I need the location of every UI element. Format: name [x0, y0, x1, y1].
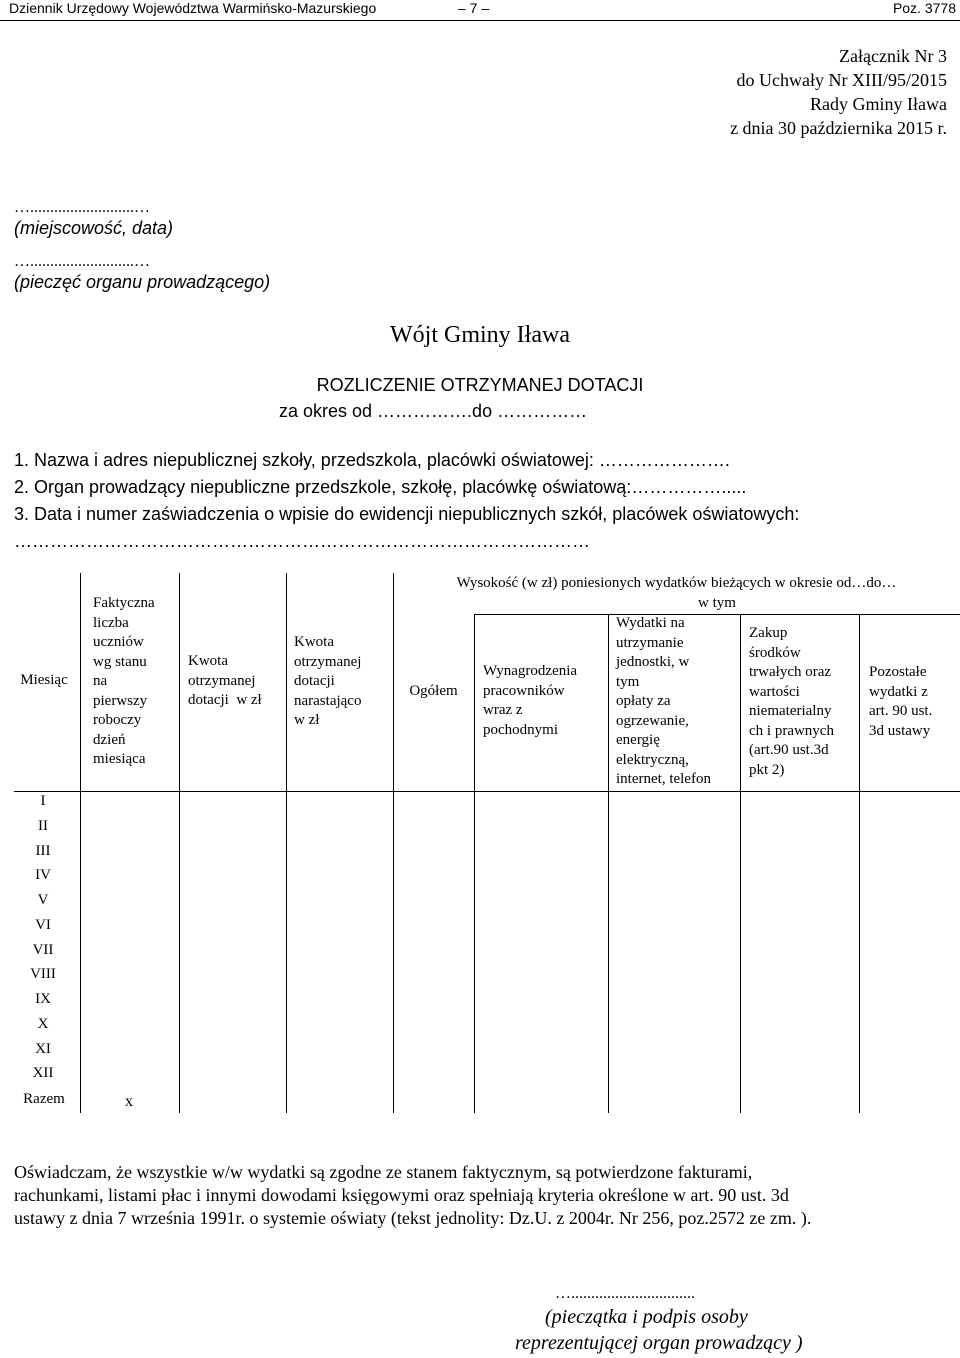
annex-line: z dnia 30 października 2015 r.	[730, 118, 947, 138]
annex-line: Rady Gminy Iława	[810, 94, 947, 114]
place-date-label: (miejscowość, data)	[14, 218, 174, 238]
month-label: VII	[32, 942, 54, 958]
place-date-dots: …..........................…	[14, 199, 150, 216]
col-group-expenses: Wysokość (w zł) poniesionych wydatków bieżących w okresie od…do…	[456, 575, 897, 591]
period-line: za okres od …………….do ……………	[279, 401, 588, 421]
month-label: XII	[32, 1065, 54, 1081]
item-certificate-dots: ……………………………………………………………………………………	[14, 531, 590, 551]
signature-label-2: reprezentującej organ prowadzący )	[515, 1332, 803, 1354]
stamp-label: (pieczęć organu prowadzącego)	[14, 272, 271, 292]
month-label: III	[35, 843, 51, 859]
month-label: I	[40, 793, 46, 809]
col-header-cumulative: Kwota otrzymanej dotacji narastająco w zł	[294, 634, 362, 728]
month-label: X	[37, 1016, 49, 1032]
item-governing-body: 2. Organ prowadzący niepubliczne przedszkole, szkołę, placówkę oświatową:…………….....	[14, 477, 747, 497]
annex-line: Załącznik Nr 3	[839, 46, 947, 66]
table-rule	[179, 573, 180, 1113]
declaration-line: Oświadczam, że wszystkie w/w wydatki są zgodne ze stanem faktycznym, są potwierdzone fakturami,	[14, 1162, 753, 1182]
table-rule	[859, 614, 860, 1113]
item-school-name: 1. Nazwa i adres niepublicznej szkoły, przedszkola, placówki oświatowej: ………………….	[14, 450, 730, 470]
col-subgroup-including: w tym	[698, 595, 736, 611]
page-number: – 7 –	[458, 0, 490, 16]
col-header-upkeep: Wydatki na utrzymanie jednostki, w tym opłaty za ogrzewanie, energię elektryczną, internet, telefon	[616, 615, 711, 787]
total-students-cell: x	[125, 1093, 133, 1110]
col-header-received: Kwota otrzymanej dotacji w zł	[188, 653, 262, 708]
col-header-students: Faktyczna liczba uczniów wg stanu na pierwszy roboczy dzień miesiąca	[93, 595, 155, 767]
table-rule	[474, 614, 960, 615]
table-rule	[474, 614, 475, 1113]
table-rule	[286, 573, 287, 1113]
month-label: VI	[35, 917, 51, 933]
col-header-salaries: Wynagrodzenia pracowników wraz z pochodnymi	[483, 663, 578, 738]
annex-line: do Uchwały Nr XIII/95/2015	[736, 70, 947, 90]
col-header-assets: Zakup środków trwałych oraz wartości niematerialny ch i prawnych (art.90 ust.3d pkt 2)	[749, 625, 834, 778]
total-row-label: Razem	[23, 1091, 65, 1107]
annex-block	[730, 44, 947, 140]
form-heading: ROZLICZENIE OTRZYMANEJ DOTACJI	[316, 375, 644, 395]
position-number: Poz. 3778	[892, 0, 956, 16]
month-label: IV	[35, 867, 51, 883]
col-header-month: Miesiąc	[20, 672, 68, 688]
signature-label: (pieczątka i podpis osoby	[545, 1306, 748, 1328]
signature-dots: …...............................	[555, 1285, 695, 1302]
month-label: IX	[35, 991, 51, 1007]
declaration-line: rachunkami, listami płac i innymi dowodami księgowymi oraz spełniają kryteria określone w art. 90 ust. 3d	[14, 1185, 789, 1205]
month-label: II	[38, 818, 48, 834]
table-rule	[740, 614, 741, 1113]
item-certificate: 3. Data i numer zaświadczenia o wpisie do ewidencji niepublicznych szkół, placówek oświatowych:	[14, 504, 800, 524]
month-label: V	[37, 892, 49, 908]
declaration-line: ustawy z dnia 7 września 1991r. o systemie oświaty (tekst jednolity: Dz.U. z 2004r. Nr 256, poz.2572 ze zm. ).	[14, 1208, 812, 1228]
month-label: VIII	[30, 966, 56, 982]
declaration	[14, 1161, 811, 1230]
table-rule	[14, 791, 960, 792]
month-label: XI	[35, 1041, 51, 1057]
addressee: Wójt Gminy Iława	[390, 322, 570, 348]
col-header-total: Ogółem	[409, 683, 458, 699]
table-rule	[393, 573, 394, 1113]
table-rule	[80, 573, 81, 1113]
header-rule	[0, 20, 960, 21]
journal-title: Dziennik Urzędowy Województwa Warmińsko-Mazurskiego	[9, 0, 377, 16]
col-header-other: Pozostałe wydatki z art. 90 ust. 3d ustawy	[869, 664, 933, 739]
table-rule	[608, 614, 609, 1113]
stamp-dots: …..........................…	[14, 253, 150, 270]
